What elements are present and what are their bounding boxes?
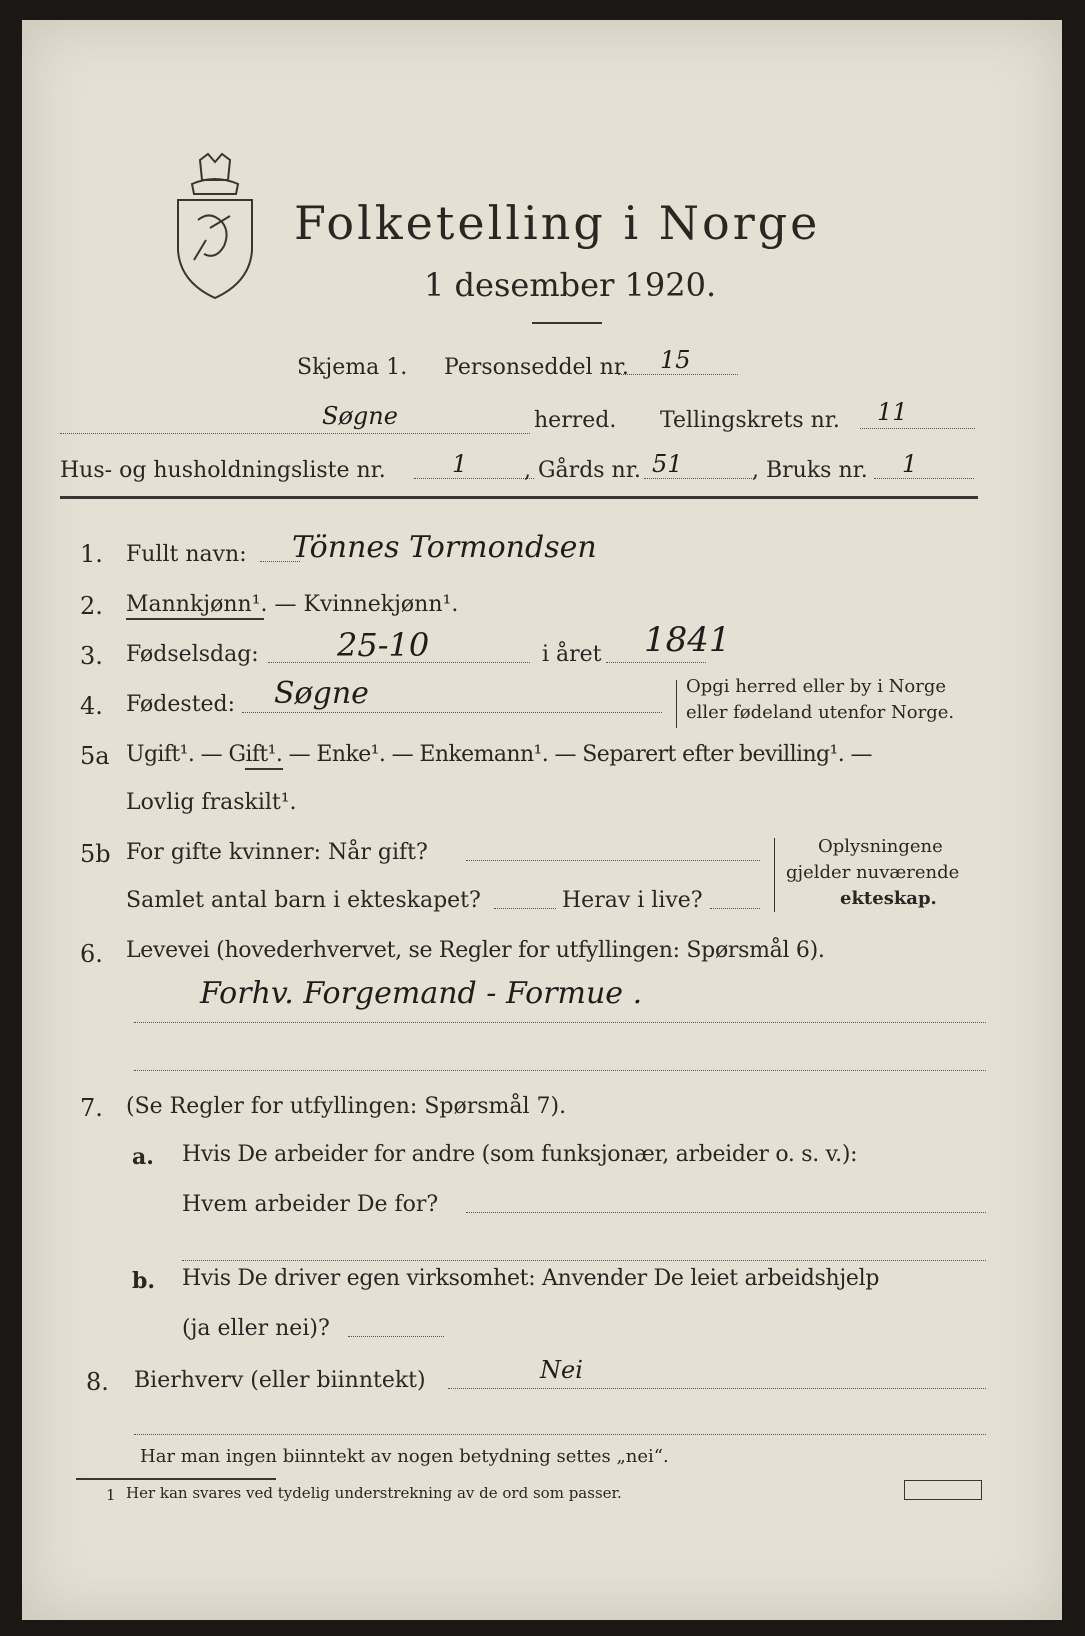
census-form-sheet [22,20,1062,1620]
tellingskrets-value: 11 [877,398,908,426]
q5a-marital-options-2: Lovlig fraskilt¹. [126,790,297,815]
q5b-label: For gifte kvinner: Når gift? [126,840,428,865]
footnote-text: Her kan svares ved tydelig understrekning av de ord som passer. [126,1484,622,1502]
q7-label: (Se Regler for utfyllingen: Spørsmål 7). [126,1094,567,1119]
q5b-note-line1: Oplysningene [818,836,943,857]
gards-label: , Gårds nr. [524,458,641,483]
q7a-employer-label: Hvem arbeider De for? [182,1192,439,1217]
husliste-value: 1 [452,450,468,478]
q6-number: 6. [80,940,103,968]
q8-number: 8. [86,1368,109,1396]
q7b-hired-help-label: (ja eller nei)? [182,1316,330,1341]
q3-birth-date: 25-10 [337,626,430,664]
q8-label: Bierhverv (eller biinntekt) [134,1368,426,1393]
q2-sex-options: Mannkjønn¹. — Kvinnekjønn¹. [126,592,459,617]
q1-full-name: Tönnes Tormondsen [292,530,597,565]
personseddel-value: 15 [660,346,691,374]
q4-note-line1: Opgi herred eller by i Norge [686,676,947,697]
gards-value: 51 [652,450,683,478]
census-date: 1 desember 1920. [424,266,717,304]
tellingskrets-label: Tellingskrets nr. [660,408,840,433]
q5a-number: 5a [80,742,110,770]
q4-birthplace: Søgne [274,676,369,711]
q6-label: Levevei (hovederhvervet, se Regler for utfyllingen: Spørsmål 6). [126,938,825,963]
q5b-alive-label: Herav i live? [562,888,703,913]
q5b-note-line3: ekteskap. [840,888,937,909]
q1-label: Fullt navn: [126,542,247,567]
q5a-marital-options: Ugift¹. — Gift¹. — Enke¹. — Enkemann¹. — Separert efter bevilling¹. — [126,742,872,767]
q3-year-label: i året [542,642,602,667]
header-divider [60,496,978,499]
q3-birth-year: 1841 [644,620,731,660]
footer-note: Har man ingen biinntekt av nogen betydning settes „nei“. [140,1446,669,1467]
footnote-mark: 1 [106,1486,116,1504]
printer-stamp-icon [904,1480,982,1500]
q2-number: 2. [80,592,103,620]
herred-label: herred. [534,408,617,433]
q7a-letter: a. [132,1144,154,1170]
q4-number: 4. [80,692,103,720]
q6-occupation: Forhv. Forgemand - Formue . [200,976,643,1011]
q7-number: 7. [80,1094,103,1122]
herred-value: Søgne [322,402,398,430]
bruks-value: 1 [902,450,918,478]
q7b-label: Hvis De driver egen virksomhet: Anvender De leiet arbeidshjelp [182,1266,880,1291]
q3-number: 3. [80,642,103,670]
q5b-number: 5b [80,840,111,868]
footer-divider [76,1478,276,1480]
q1-number: 1. [80,540,103,568]
q5b-children-label: Samlet antal barn i ekteskapet? [126,888,481,913]
q8-secondary-income: Nei [540,1356,583,1384]
q5b-note-line2: gjelder nuværende [786,862,960,883]
bruks-label: , Bruks nr. [752,458,868,483]
skjema-label: Skjema 1. [297,355,408,380]
q4-note-line2: eller fødeland utenfor Norge. [686,702,955,723]
q4-label: Fødested: [126,692,236,717]
q7a-label: Hvis De arbeider for andre (som funksjonær, arbeider o. s. v.): [182,1142,858,1167]
q5a-gift-underline [245,768,283,770]
form-title: Folketelling i Norge [294,196,821,250]
husliste-label: Hus- og husholdningsliste nr. [60,458,386,483]
title-divider [532,322,602,324]
q3-label: Fødselsdag: [126,642,259,667]
personseddel-label: Personseddel nr. [444,355,629,380]
q7b-letter: b. [132,1268,156,1294]
q2-underline [126,618,264,620]
coat-of-arms-icon [170,150,260,304]
